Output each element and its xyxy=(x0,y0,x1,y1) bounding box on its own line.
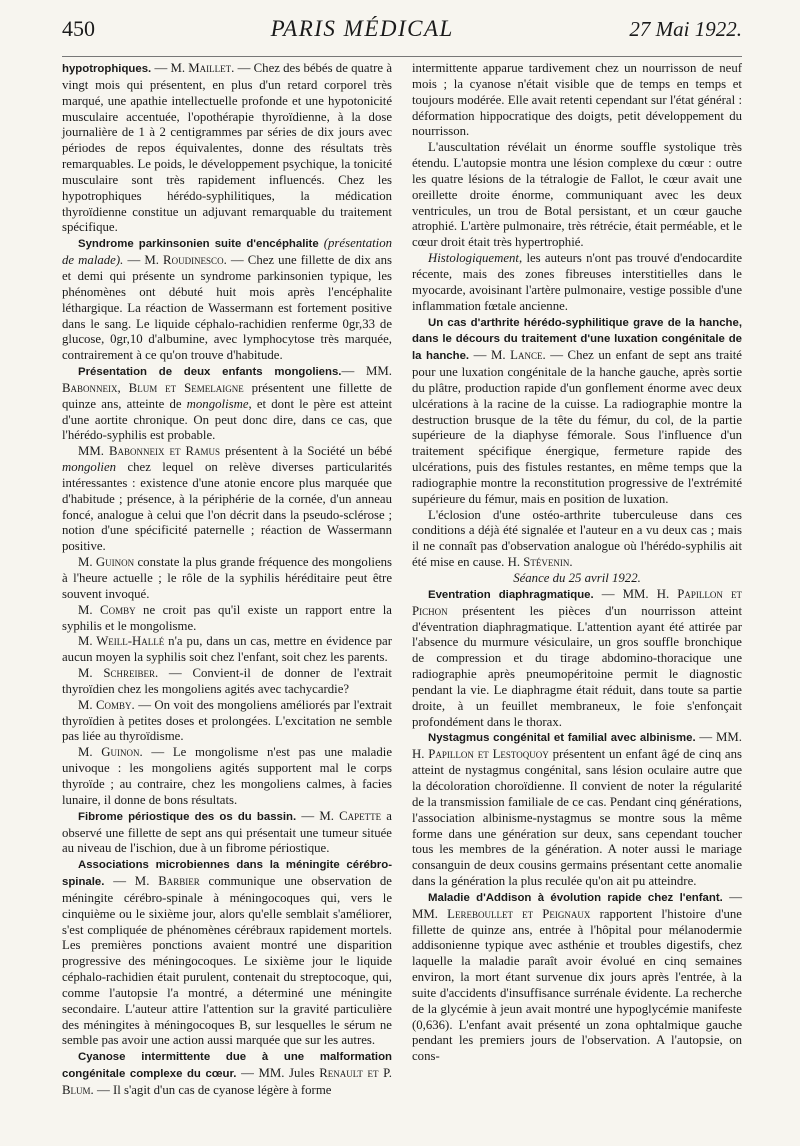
paragraph xyxy=(62,634,392,666)
paragraph-text: MM. xyxy=(78,444,109,459)
italic-term: Histologiquement xyxy=(428,251,519,266)
paragraph-text: , les auteurs n'ont pas trouvé d'endocardite récente, mais des zones fibreuses interstitielles dans le myocarde, avoisinant l'artère pulmonaire, vestige possible d'une inflammation fœtale ancienne. xyxy=(412,251,742,313)
paragraph xyxy=(62,809,392,858)
paragraph xyxy=(62,444,392,555)
section-heading: hypotrophiques. xyxy=(62,63,152,75)
section-heading: Nystagmus congénital et familial avec albinisme. xyxy=(428,732,696,745)
section-heading: Fibrome périostique des os du bassin. xyxy=(78,810,297,823)
paragraph-text: . — Il s'agit d'un cas de cyanose légère à forme xyxy=(90,1083,332,1097)
paragraph-text: intermittente apparue tardivement chez un nourrisson de neuf mois ; la cyanose n'était visible que de temps en temps et toujours modérée. Elle avait retenti cependant sur l'état général : déformation hippocratique des doigts, petit développement du nourrisson. xyxy=(412,61,742,139)
section-heading: Maladie d'Addison à évolution rapide chez l'enfant. xyxy=(428,891,723,904)
author-name: M. Schreiber. xyxy=(78,666,159,681)
paragraph-text: — M. xyxy=(469,348,511,363)
paragraph xyxy=(412,730,742,889)
paragraph-text: L'éclosion d'une ostéo-arthrite tuberculeuse dans ces conditions a déjà été signalée et l'auteur en a vu deux cas ; mais il ne connaît pas d'observation analogue où l'hérédo-syphilis ait été mise en cause. H. xyxy=(412,507,742,570)
author-name: Stévenin xyxy=(523,555,570,570)
paragraph xyxy=(62,603,392,635)
page-number: 450 xyxy=(62,16,95,41)
paragraph-text: — Convient-il de donner de l'extrait thyroïdien chez les mongoliens agités avec tachycardie? xyxy=(62,666,392,696)
italic-term: mongolien xyxy=(62,460,117,475)
paragraph-text: L'auscultation révélait un énorme souffle systolique très étendu. L'autopsie montra une lésion complexe du cœur : outre les quatre lésions de la tétralogie de Fallot, le cœur avait une oreillette droite énorme, communiquant avec les deux ventricules, un trou de Botal persistant, et un cœur gauche atrophié. L'artère pulmonaire, très rétrécie, était perméable, et le cœur droit était très hypertrophié. xyxy=(412,140,742,250)
paragraph-text: — Chez une fillette de dix ans et demi qui présente un syndrome parkinsonien typique, les phénomènes ont débuté huit mois après l'encéphalite léthargique. La réaction de Wassermann est fortement positive dans le sang. Le liquide céphalo-rachidien renferme 0gr,33 de glucose, 0gr,10 d'albumine, avec lymphocytose très marquée, contrairement à ce qu'on trouve d'habitude. xyxy=(62,253,392,363)
author-name: Capette xyxy=(339,808,382,823)
heading-note: (présentation de malade). xyxy=(62,236,393,268)
paragraph-text: présentent un enfant âgé de cinq ans atteint de nystagmus congénital, sans lésion oculaire autre que la décoloration choroïdienne. Il convient de noter la régularité de la transmission familiale de ce cas. Pendant cinq générations, l'association albinisme-nystagmus se montre sous la même forme dans une génération sur deux, sans cependant toucher tous les membres de la génération. A noter aussi le mariage consanguin de deux cousins germains présentant cette anomalie dans la génération la plus reculée qu'on ait pu atteindre. xyxy=(412,747,742,889)
author-name: Lance xyxy=(510,348,543,363)
paragraph xyxy=(62,745,392,808)
author-name: Papillon et Lestoquoy xyxy=(428,747,549,762)
paragraph xyxy=(62,364,392,444)
paragraph-text: n'a pu, dans un cas, mettre en évidence par aucun moyen la syphilis soit chez l'enfant, soit chez les parents. xyxy=(62,634,392,665)
paragraph xyxy=(62,1049,392,1099)
paragraph-text: — Le mongolisme n'est pas une maladie univoque : les mongoliens agités supportent mal le corps thyroïde ; au contraire, chez les mongoliens calmes, à facies lunaire, il donne de bons résultats. xyxy=(62,745,392,807)
paragraph xyxy=(412,315,742,508)
section-heading: Associations microbiennes dans la méningite cérébro-spinale. xyxy=(62,859,392,889)
paragraph-text: — MM. H. xyxy=(412,730,742,762)
right-column xyxy=(412,61,742,1099)
paragraph: hypotrophiques. — M. Maillet. — Chez des bébés de quatre à vingt mois qui présentent, en plus d'un retard corporel très marqué, une apathie intellectuelle profonde et une hypotonicité musculaire accentuée, l'opothérapie thyroïdienne, à la dose journalière de 1 à 2 centigrammes par séries de dix jours avec périodes de repos équivalentes, donne des résultats très remarquables. Le poids, le développement psychique, la tonicité musculaire sont très rapidement influencés. Chez les hypotrophiques hérédo-syphilitiques, la médication thyroïdienne constitue un adjuvant remarquable du traitement spécifique. xyxy=(62,61,392,235)
paragraph-text: présentent une fillette de quinze ans, atteinte de xyxy=(62,380,392,411)
author-name: M. Guinon xyxy=(78,555,135,570)
italic-term: mongolisme xyxy=(186,396,249,411)
paragraph-text: — MM. xyxy=(341,364,393,379)
paragraph-text: chez lequel on relève diverses particularités intéressantes : existence d'une atonie encore plus marquée que d'habitude ; présence, à la périphérie de la cornée, d'un anneau foncé, analogue à celui que l'on décrit dans la pseudo-sclérose ; notion d'une spécificité paternelle ; réaction de Wassermann positive. xyxy=(62,460,392,554)
author-name: — M. Roudinesco. xyxy=(127,253,227,268)
session-heading: Séance du 25 avril 1922. xyxy=(513,571,641,585)
section-heading: Présentation de deux enfants mongoliens. xyxy=(78,366,342,379)
paragraph xyxy=(62,236,392,364)
paragraph-text: , et dont le père est atteint d'une aortite chronique. On peut donc dire, dans ce cas, que l'hérédo-syphilis est probable. xyxy=(62,396,392,443)
paragraph-text: . xyxy=(569,555,573,570)
author-name: Barbier xyxy=(158,874,200,889)
paragraph xyxy=(412,508,742,571)
section-heading: Un cas d'arthrite hérédo-syphilitique grave de la hanche, dans le décours du traitement d'une luxation congénitale de la hanche. xyxy=(412,316,742,363)
author-name: Renault et P. Blum xyxy=(62,1066,392,1097)
paragraph xyxy=(412,890,742,1065)
paragraph-text: — On voit des mongoliens améliorés par l'extrait thyroïdien à petites doses et prolongées. L'excitation ne semble pas liée au thyroïdisme. xyxy=(62,697,392,744)
paragraph-text: — MM. H. xyxy=(593,586,678,601)
paragraph-text: communique une observation de méningite cérébro-spinale à méningocoques qui, vers le cinquième ou le sixième jour, alors qu'elle semblait s'améliorer, s'est compliquée de phénomènes cérébraux rapidement mortels. Les premières ponctions avaient montré une disparition progressive des méningocoques. Le sixième jour le liquide céphalo-rachidien était purulent, contenait du streptocoque, qui, comme l'autopsie l'a montré, a déterminé une méningite secondaire. L'auteur attire l'attention sur la gravité particulière des méningites à méningocoques B, sur lesquelles le sérum ne semble pas avoir une action aussi marquée que sur les autres. xyxy=(62,874,392,1048)
paragraph-text: rapportent l'histoire d'une fillette de quinze ans, entrée à l'hôpital pour mélanodermie addisonienne typique avec asthénie et troubles digestifs, chez laquelle la maladie paraît avoir évolué en cinq semaines environ, la mort étant survenue dix jours après l'entrée, à la suite d'accidents d'insuffisance surrénale évidente. La recherche de la glycémie à jeun avait montré une hypoglycémie manifeste (0,636). L'enfant avait présenté un zona ophtalmique gauche pendant les premiers jours de l'observation. A l'autopsie, on cons- xyxy=(412,906,742,1064)
paragraph xyxy=(412,61,742,140)
paragraph xyxy=(62,698,392,746)
author-name: M. Guinon. xyxy=(78,745,143,760)
author-name: Lereboullet et Peignaux xyxy=(447,906,591,921)
paragraph xyxy=(412,587,742,731)
left-column xyxy=(62,61,392,1099)
journal-title: PARIS MÉDICAL xyxy=(270,16,454,41)
paragraph xyxy=(62,555,392,603)
author-name: M. Maillet. xyxy=(170,61,235,75)
paragraph-text: — MM. xyxy=(412,889,742,921)
paragraph xyxy=(412,140,742,251)
section-heading: Syndrome parkinsonien suite d'encéphalite xyxy=(78,238,319,251)
paragraph-text: — M. xyxy=(104,874,159,889)
paragraph xyxy=(62,857,392,1049)
author-name: M. Weill-Hallé xyxy=(78,634,165,649)
paragraph-text: a observé une fillette de sept ans qui présentait une tumeur située au niveau de l'ischion, due à un fibrome périostique. xyxy=(62,808,392,856)
two-column-body xyxy=(62,61,742,1099)
author-name: M. Comby xyxy=(78,602,136,617)
page-header xyxy=(62,16,742,57)
author-name: Papillon et Pichon xyxy=(412,586,742,618)
section-heading: Cyanose intermittente due à une malformation congénitale complexe du cœur. xyxy=(62,1051,392,1081)
author-name: Babonneix, Blum et Semelaigne xyxy=(62,380,244,395)
author-name: M. Comby. xyxy=(78,697,135,712)
paragraph-text: — Chez des bébés de quatre à vingt mois qui présentent, en plus d'un retard corporel très marqué, une apathie intellectuelle profonde et une hypotonicité musculaire accentuée, l'opothérapie thyroïdienne, à la dose journalière de 1 à 2 centigrammes par séries de dix jours avec périodes de repos équivalentes, donne des résultats très remarquables. Le poids, le développement psychique, la tonicité musculaire sont très rapidement influencés. Chez les hypotrophiques hérédo-syphilitiques, la médication thyroïdienne constitue un adjuvant remarquable du traitement spécifique. xyxy=(62,61,392,235)
paragraph xyxy=(62,666,392,698)
paragraph-text: ne croit pas qu'il existe un rapport entre la syphilis et le mongolisme. xyxy=(62,602,392,633)
paragraph-text: — MM. Jules xyxy=(236,1066,320,1081)
paragraph-text: présentent les pièces d'un nourrisson atteint d'éventration diaphragmatique. L'attention ayant été attirée par l'absence du murmure vésiculaire, un gros souffle bronchique de compression et du tirage abdomino-thoracique une radiographie après pneumopéritoine permit le diagnostic pendant la vie. Le diaphragme était réduit, dans toute sa partie droite, à un feuillet membraneux, le foie s'enfonçait profondément dans le thorax. xyxy=(412,603,742,729)
paragraph xyxy=(412,251,742,314)
paragraph-text: — M. xyxy=(296,808,340,823)
author-name: Babonneix et Ramus xyxy=(108,444,220,459)
paragraph-text: . — Chez un enfant de sept ans traité pour une luxation congénitale de la hanche gauche, après sortie du plâtre, production rapide d'un gonflement énorme avec deux ulcérations à la racine de la cuisse. La radiographie montre la destruction brusque de la tête du fémur, du col, de la partie supérieure de la diaphyse fémorale. Sous l'influence d'un traitement spécifique énergique, fermeture rapide des ulcérations, puis des fistules restantes, en même temps que la radiographie montre la reconstitution progressive de l'extrémité supérieure du fémur, mais en position de luxation. xyxy=(412,348,742,506)
section-heading: Eventration diaphragmatique. xyxy=(428,588,594,601)
paragraph-text: présentent à la Société un bébé xyxy=(220,444,393,459)
issue-date: 27 Mai 1922. xyxy=(629,17,742,41)
paragraph-text: constate la plus grande fréquence des mongoliens à l'heure actuelle ; le rôle de la syphilis héréditaire peut être souvent invoqué. xyxy=(62,555,393,601)
